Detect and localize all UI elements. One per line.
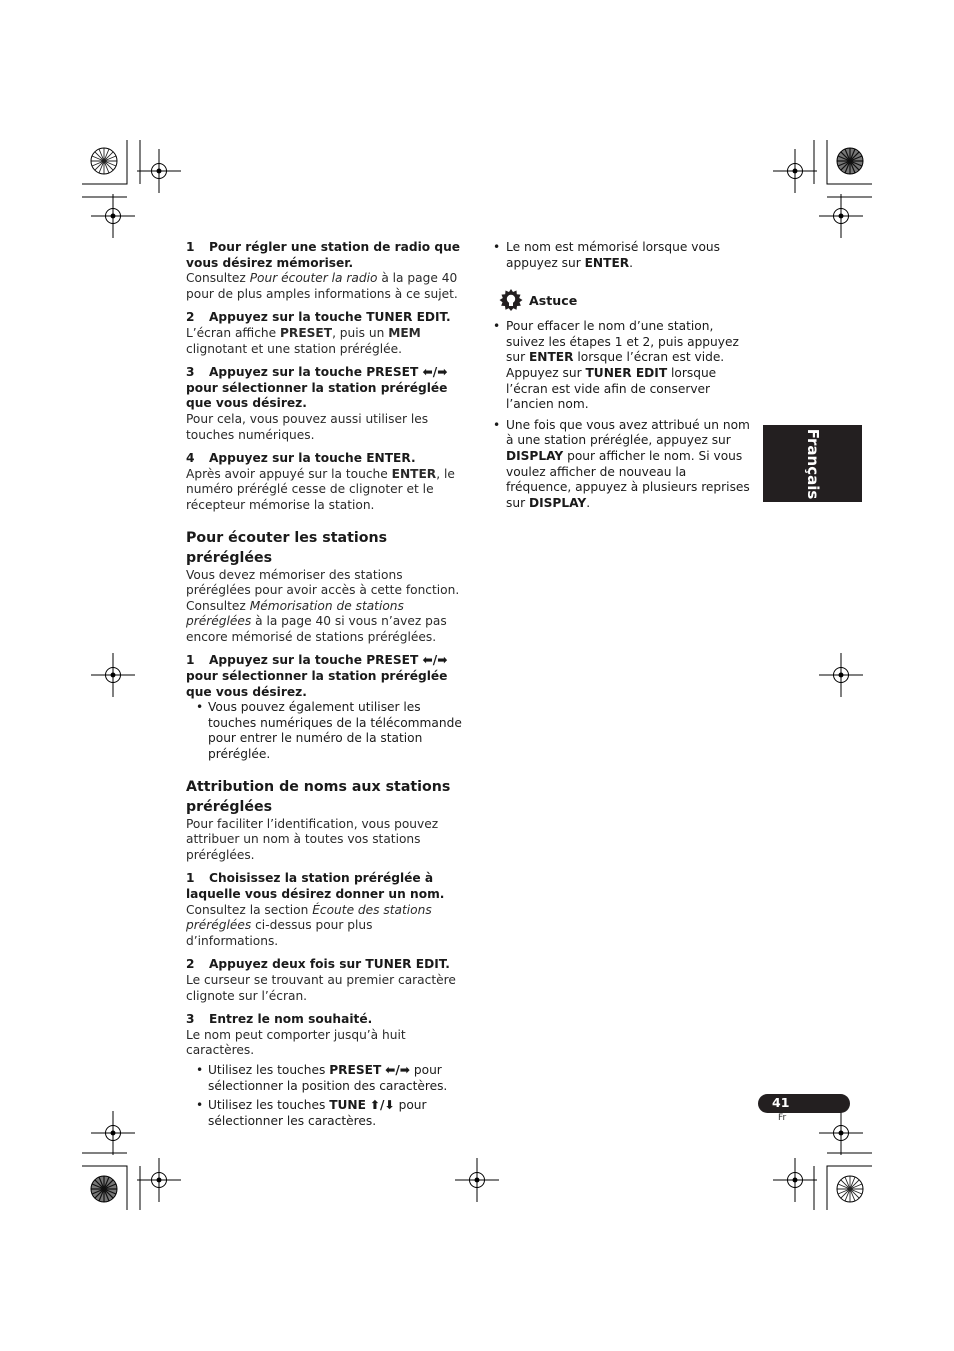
bullet-text: pour sélectionner les caractères. bbox=[208, 1098, 427, 1128]
list-item bbox=[493, 240, 755, 271]
tip-bullet-list bbox=[493, 319, 755, 511]
step-title: Appuyez sur la touche ENTER. bbox=[209, 451, 416, 466]
step-3-select-preset bbox=[186, 365, 468, 443]
step-body-text: à la page 40 pour de plus amples informations à ce sujet. bbox=[186, 271, 458, 301]
key-label: MEM bbox=[388, 325, 421, 340]
bullet-list bbox=[186, 1063, 468, 1129]
section-intro bbox=[186, 568, 468, 646]
step-1-tune-station bbox=[186, 240, 468, 302]
names-step-1 bbox=[186, 871, 468, 949]
step-body bbox=[186, 467, 468, 514]
list-item bbox=[493, 319, 755, 413]
list-item bbox=[493, 418, 755, 512]
section-intro: Pour faciliter l’identification, vous pouvez attribuer un nom à toutes vos stations préréglées. bbox=[186, 816, 439, 862]
step-body-text: L’écran affiche bbox=[186, 325, 280, 340]
listen-step-1 bbox=[186, 653, 468, 762]
step-title: pour sélectionner la station préréglée que vous désirez. bbox=[186, 669, 448, 699]
step-heading bbox=[186, 451, 468, 467]
key-label: ENTER bbox=[584, 255, 630, 270]
step-body-text: Consultez bbox=[186, 271, 250, 286]
step-heading bbox=[186, 1012, 468, 1028]
bullet-text: Utilisez les touches bbox=[208, 1098, 330, 1113]
key-label: TUNER EDIT bbox=[585, 365, 668, 380]
bullet-text: lorsque l’écran est vide. Appuyez sur bbox=[506, 350, 725, 380]
language-tab bbox=[763, 425, 862, 502]
step-heading bbox=[186, 957, 468, 973]
cross-reference: Écoute des stations préréglées bbox=[186, 902, 432, 933]
step-heading bbox=[186, 365, 468, 412]
step-number: 1 bbox=[186, 871, 195, 886]
key-label: TUNE bbox=[329, 1098, 366, 1113]
step-number: 1 bbox=[186, 653, 195, 668]
step-number: 1 bbox=[186, 240, 195, 254]
step-title: Pour régler une station de radio que vous désirez mémoriser. bbox=[186, 240, 461, 270]
section-title-naming-presets: Attribution de noms aux stations préréglées bbox=[186, 778, 451, 815]
page-language-code: Fr bbox=[778, 1113, 787, 1123]
step-number: 2 bbox=[186, 310, 195, 325]
left-right-arrows-icon: ⬅/➡ bbox=[422, 365, 448, 380]
bullet-text: . bbox=[586, 495, 591, 510]
step-heading bbox=[186, 310, 468, 326]
list-item: • Vous pouvez également utiliser les touches numériques de la télécommande pour entrer le numéro de la station préréglée. bbox=[186, 700, 468, 762]
language-tab-label: Français bbox=[803, 428, 822, 499]
left-column bbox=[186, 240, 468, 1137]
section-listen-intro bbox=[186, 568, 468, 646]
step-title: pour sélectionner la station préréglée que vous désirez. bbox=[186, 380, 448, 411]
step-heading bbox=[186, 240, 468, 271]
step-4-enter bbox=[186, 451, 468, 513]
list-item bbox=[186, 1063, 468, 1094]
step-body: Le nom peut comporter jusqu’à huit caractères. bbox=[186, 1027, 406, 1058]
step-body: Pour cela, vous pouvez aussi utiliser les touches numériques. bbox=[186, 411, 429, 442]
cross-reference: Mémorisation de stations préréglées bbox=[186, 598, 404, 629]
bullet-text: Une fois que vous avez attribué un nom à une station préréglée, appuyez sur bbox=[506, 417, 750, 448]
step-title: Entrez le nom souhaité. bbox=[209, 1012, 373, 1027]
step-heading bbox=[186, 653, 468, 700]
key-label: DISPLAY bbox=[528, 495, 587, 510]
names-step-3 bbox=[186, 1012, 468, 1129]
bullet-text: Pour effacer le nom d’une station, suivez les étapes 1 et 2, puis appuyez sur bbox=[506, 319, 739, 365]
step-title: Choisissez la station préréglée à laquelle vous désirez donner un nom. bbox=[186, 871, 445, 901]
step-body bbox=[186, 326, 468, 357]
page-number-badge bbox=[758, 1094, 850, 1113]
step-body-text: Après avoir appuyé sur la touche bbox=[186, 466, 392, 481]
step-number: 4 bbox=[186, 451, 195, 466]
step-number: 2 bbox=[186, 957, 195, 972]
step-number: 3 bbox=[186, 1012, 195, 1027]
intro-text: Vous devez mémoriser des stations préréglées pour avoir accès à cette fonction. Consultez bbox=[186, 567, 460, 613]
step-body bbox=[186, 903, 468, 950]
list-item bbox=[186, 1098, 468, 1129]
step-number: 3 bbox=[186, 365, 195, 380]
page-number: 41 bbox=[772, 1095, 790, 1110]
bullet-text: Utilisez les touches bbox=[208, 1062, 330, 1077]
key-label: PRESET bbox=[329, 1062, 382, 1077]
key-label: ENTER bbox=[391, 466, 437, 481]
cross-reference: Pour écouter la radio bbox=[249, 271, 378, 286]
step-body-text: Consultez la section bbox=[186, 902, 313, 917]
bullet-text: . bbox=[629, 255, 634, 270]
step-body: Le curseur se trouvant au premier caractère clignote sur l’écran. bbox=[186, 972, 456, 1003]
left-right-arrows-icon: ⬅/➡ bbox=[422, 653, 448, 668]
section-names-intro bbox=[186, 817, 468, 864]
section-title-listen-presets: Pour écouter les stations préréglées bbox=[186, 529, 388, 566]
up-down-arrows-icon: ⬆/⬇ bbox=[369, 1098, 395, 1113]
key-label: DISPLAY bbox=[506, 448, 564, 463]
step-title: Appuyez sur la touche TUNER EDIT. bbox=[209, 310, 451, 325]
step-heading bbox=[186, 871, 468, 902]
step-body bbox=[186, 271, 468, 302]
step-2-tuner-edit bbox=[186, 310, 468, 357]
names-step-2 bbox=[186, 957, 468, 1004]
step-body-text: ci-dessus pour plus d’informations. bbox=[186, 918, 373, 948]
step-title: Appuyez deux fois sur TUNER EDIT. bbox=[209, 957, 450, 972]
step-body-text: , le numéro préréglé cesse de clignoter et le récepteur mémorise la station. bbox=[186, 466, 455, 512]
bullet-list bbox=[186, 700, 468, 762]
intro-text: à la page 40 si vous n’avez pas encore mémorisé de stations préréglées. bbox=[186, 614, 447, 644]
step-title: Appuyez sur la touche PRESET bbox=[209, 365, 423, 380]
bullet-text: pour afficher le nom. Si vous voulez afficher de nouveau la fréquence, appuyez à plusieurs reprises sur bbox=[506, 448, 750, 510]
key-label: ENTER bbox=[528, 350, 574, 365]
bullet-list bbox=[493, 240, 755, 271]
bullet-text: Le nom est mémorisé lorsque vous appuyez sur bbox=[506, 240, 720, 270]
lightbulb-icon bbox=[499, 289, 523, 313]
left-right-arrows-icon: ⬅/➡ bbox=[385, 1062, 411, 1077]
step-body-text: , puis un bbox=[332, 325, 389, 340]
right-column bbox=[493, 240, 755, 516]
tip-title: Astuce bbox=[529, 293, 578, 309]
key-label: PRESET bbox=[280, 325, 333, 340]
step-title: Appuyez sur la touche PRESET bbox=[209, 653, 423, 668]
step-body-text: clignotant et une station préréglée. bbox=[186, 341, 403, 356]
bullet-text: pour sélectionner la position des caractères. bbox=[208, 1062, 448, 1093]
bullet-text: lorsque l’écran est vide afin de conserver l’ancien nom. bbox=[506, 365, 717, 412]
tip-heading bbox=[499, 289, 755, 313]
